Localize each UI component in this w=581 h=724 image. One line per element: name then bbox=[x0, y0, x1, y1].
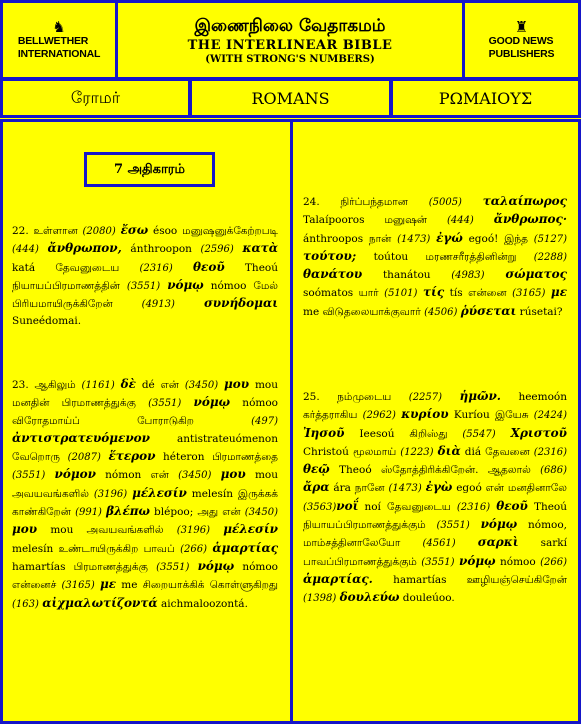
chapter-label bbox=[84, 152, 215, 187]
verse-text: me விடுதலையாக்குவார் bbox=[303, 305, 425, 318]
strongs-number: (163) bbox=[12, 598, 39, 610]
strongs-number: (497) bbox=[251, 415, 278, 427]
greek-word: νόμῳ bbox=[459, 553, 496, 568]
ram-icon: ♞ bbox=[52, 17, 66, 36]
verse-text: nómoo, மாம்சத்தினாலேயோ bbox=[303, 519, 568, 550]
verse-text: soómatos யார் bbox=[303, 287, 385, 300]
strongs-number: (4561) bbox=[422, 538, 456, 550]
greek-word: νοΐ bbox=[336, 498, 359, 513]
verse-text bbox=[45, 469, 54, 481]
greek-word: μέλεσίν bbox=[132, 485, 187, 500]
publishers-line: PUBLISHERS bbox=[488, 47, 555, 60]
verse-text: Christoú மூலமாய் bbox=[303, 445, 401, 458]
strongs-number: (2316) bbox=[533, 446, 567, 458]
strongs-number: (3551) bbox=[126, 280, 161, 292]
verse-text bbox=[189, 561, 197, 573]
verse-text: egoó! இந்த bbox=[462, 232, 534, 245]
strongs-number: (3196) bbox=[93, 488, 128, 500]
greek-word: μου bbox=[220, 467, 246, 482]
verse-text bbox=[442, 391, 459, 403]
greek-word: βλέπω bbox=[106, 504, 150, 519]
verse-text: ánthroopon bbox=[121, 243, 201, 256]
verse-text: hamartías பிரமாணத்துக்கு bbox=[12, 560, 157, 573]
strongs-number: (2316) bbox=[456, 501, 491, 513]
strongs-number: (1398) bbox=[303, 593, 337, 605]
greek-word: δουλεύω bbox=[339, 590, 400, 605]
verse-text: nómoo என்னைச் bbox=[12, 560, 279, 592]
bellwether-logo-text bbox=[18, 35, 100, 61]
verse-text: Theoó ஸ்தோத்திரிக்கிறேன். ஆதலால் bbox=[329, 464, 541, 477]
verse-text: ára நானே bbox=[329, 482, 389, 495]
verse-text: Kuríou இயேசு bbox=[448, 409, 534, 422]
verse-text: hamartías ஊழியஞ்செய்கிறேன் bbox=[372, 573, 567, 586]
verse-text: nómon என் bbox=[95, 469, 179, 482]
verse-text: rúsetai? bbox=[516, 305, 563, 318]
greek-word: θανάτου bbox=[303, 267, 363, 282]
greek-word: ἄρα bbox=[303, 480, 330, 495]
verse-text: nómoo விரோதமாய்ப் போராடுகிற bbox=[12, 397, 278, 427]
verse-text: Suneédomai. bbox=[12, 315, 82, 328]
verse-text: douleúoo. bbox=[399, 592, 455, 605]
book-name-greek bbox=[390, 78, 581, 118]
verse-text bbox=[474, 214, 494, 226]
strongs-number: (444) bbox=[12, 244, 39, 256]
greek-word: θεοῦ bbox=[193, 259, 225, 274]
verse-text bbox=[470, 519, 481, 531]
book-name-english bbox=[189, 78, 392, 118]
bellwether-line: BELLWETHER bbox=[17, 34, 89, 47]
strongs-number: (2288) bbox=[533, 251, 567, 263]
verse-text: nómoo மேல் பிரியமாயிருக்கிறேன் bbox=[12, 279, 279, 311]
verse-text: 25. நம்முடைய bbox=[303, 391, 409, 403]
strongs-number: (3165) bbox=[512, 288, 546, 300]
strongs-number: (3196) bbox=[176, 525, 211, 537]
verse-text bbox=[456, 537, 478, 549]
strongs-number: (3551) bbox=[148, 398, 182, 410]
greek-word: διὰ bbox=[437, 443, 461, 458]
greek-word: αἰχμαλωτίζοντά bbox=[42, 595, 158, 610]
greek-word: νόμῳ bbox=[480, 517, 518, 532]
greek-word: σώματος bbox=[505, 267, 567, 282]
strongs-number: (4913) bbox=[141, 299, 175, 311]
strongs-number: (2424) bbox=[533, 410, 567, 422]
verse-text: heemoón கர்த்தராகிய bbox=[303, 391, 568, 422]
verse-text: sarkí பாவப்பிரமாணத்துக்கும் bbox=[303, 537, 567, 568]
strongs-number: (5005) bbox=[428, 197, 462, 208]
strongs-number: (1161) bbox=[81, 380, 115, 391]
greek-word: ἀντιστρατευόμενον bbox=[12, 430, 151, 445]
verse-23 bbox=[12, 376, 278, 613]
verse-text: 22. உள்ளான bbox=[12, 225, 83, 237]
greek-word: θεῷ bbox=[303, 462, 330, 477]
strongs-number: (3563) bbox=[303, 501, 337, 513]
title-tamil: இணைநிலை வேதாகமம் bbox=[194, 15, 386, 36]
greek-word: νόμῳ bbox=[193, 395, 231, 410]
strongs-number: (2087) bbox=[67, 452, 101, 464]
greek-word: νόμον bbox=[54, 467, 96, 482]
verse-text bbox=[175, 298, 204, 310]
verse-text: Theoú நியாயப்பிரமாணத்தின் bbox=[12, 261, 278, 292]
greek-word: ἄνθρωπος· bbox=[493, 212, 567, 227]
greek-word: Ἰησοῦ bbox=[303, 425, 345, 440]
strongs-number: (2962) bbox=[362, 410, 396, 422]
strongs-number: (991) bbox=[75, 507, 102, 519]
verse-text: ánthroopos நான் bbox=[303, 232, 398, 245]
strongs-number: (1223) bbox=[400, 446, 434, 458]
verse-text bbox=[462, 196, 483, 208]
title-block bbox=[115, 0, 465, 80]
greek-word: τούτου; bbox=[303, 248, 357, 263]
verse-24 bbox=[303, 193, 567, 321]
strongs-number: (3551) bbox=[156, 561, 190, 573]
good-news-logo bbox=[462, 0, 581, 80]
verse-text bbox=[173, 262, 193, 274]
verse-text: 23. ஆகிலும் bbox=[12, 379, 82, 391]
book-greek-text: ΡΩΜΑΙΟΥΣ bbox=[438, 88, 533, 108]
strongs-number: (1473) bbox=[397, 233, 431, 245]
verse-text: mou அவயவங்களில் bbox=[12, 469, 279, 500]
verse-text: noí தேவனுடைய bbox=[358, 500, 457, 513]
good-news-logo-text bbox=[489, 35, 555, 61]
greek-word: νόμῳ bbox=[197, 558, 235, 573]
greek-word: δὲ bbox=[120, 377, 136, 391]
greek-word: με bbox=[550, 285, 567, 300]
verse-text: thanátou bbox=[362, 269, 452, 282]
verse-text: egoó என் மனதினாலே bbox=[452, 482, 567, 495]
greek-word: ἕτερον bbox=[108, 449, 156, 464]
strongs-number: (266) bbox=[540, 556, 567, 568]
greek-word: ἐγώ bbox=[436, 230, 463, 245]
strongs-number: (2080) bbox=[82, 226, 116, 237]
title-english: THE INTERLINEAR BIBLE bbox=[187, 37, 393, 53]
strongs-number: (3165) bbox=[61, 580, 95, 592]
greek-word: συνήδομαι bbox=[203, 296, 278, 311]
strongs-number: (5127) bbox=[533, 233, 567, 245]
greek-word: με bbox=[100, 577, 117, 592]
greek-word: ἁμαρτίας. bbox=[303, 571, 373, 586]
verse-text: me சிறையாக்கிக் கொள்ளுகிறது bbox=[116, 579, 278, 592]
greek-word: κυρίου bbox=[401, 407, 449, 422]
strongs-number: (2316) bbox=[139, 262, 173, 274]
strongs-number: (3450) bbox=[244, 507, 278, 519]
verse-text: toútou மரணசரீரத்தினின்று bbox=[356, 250, 534, 263]
subtitle: (WITH STRONG'S NUMBERS) bbox=[205, 53, 375, 65]
strongs-number: (3551) bbox=[421, 556, 455, 568]
tower-icon: ♜ bbox=[514, 17, 529, 36]
greek-word: μου bbox=[12, 522, 38, 537]
greek-word: Χριστοῦ bbox=[510, 425, 567, 440]
greek-word: θεοῦ bbox=[496, 498, 528, 513]
strongs-number: (2257) bbox=[408, 392, 443, 403]
strongs-number: (4506) bbox=[424, 306, 458, 318]
verse-text: Talaípooros மனுஷன் bbox=[303, 214, 447, 227]
verse-text: ésoo மனுஷனுக்கேற்றபடி bbox=[148, 225, 278, 237]
greek-word: ἔσω bbox=[120, 223, 149, 237]
verse-text: aichmaloozontá. bbox=[157, 597, 248, 610]
verse-text: mou அவயவங்களில் bbox=[37, 524, 177, 537]
strongs-number: (3551) bbox=[12, 470, 46, 482]
strongs-number: (266) bbox=[180, 543, 207, 555]
chapter-label-text: 7 அதிகாரம் bbox=[114, 161, 185, 177]
strongs-number: (1473) bbox=[388, 483, 422, 495]
strongs-number: (686) bbox=[540, 465, 567, 477]
verse-text: melesín உண்டாயிருக்கிற பாவப் bbox=[12, 542, 181, 555]
greek-word: μέλεσίν bbox=[223, 522, 279, 537]
strongs-number: (2596) bbox=[200, 244, 234, 256]
verse-text bbox=[496, 428, 511, 440]
verse-text: héteron பிரமாணத்தை bbox=[155, 451, 278, 464]
strongs-number: (3450) bbox=[184, 380, 219, 391]
good-news-line: GOOD NEWS bbox=[488, 34, 554, 47]
verse-text: mou மனதின் பிரமாணத்துக்கு bbox=[12, 379, 278, 410]
verse-text: nómoo bbox=[495, 555, 541, 568]
international-line: INTERNATIONAL bbox=[17, 47, 101, 60]
verse-text: katá தேவனுடைய bbox=[12, 261, 140, 274]
greek-word: μου bbox=[223, 377, 250, 391]
verse-22 bbox=[12, 222, 278, 331]
book-tamil-text: ரோமர் bbox=[70, 87, 121, 107]
verse-text bbox=[211, 469, 220, 481]
greek-word: ῥύσεται bbox=[460, 303, 517, 318]
greek-word: ἐγὼ bbox=[425, 480, 453, 495]
strongs-number: (3450) bbox=[178, 470, 212, 482]
greek-word: ἁμαρτίας bbox=[212, 540, 278, 555]
verse-text: tís என்னை bbox=[444, 287, 513, 300]
verse-25 bbox=[303, 388, 567, 608]
greek-word: ἄνθρωπον, bbox=[47, 241, 122, 256]
strongs-number: (5101) bbox=[384, 288, 418, 300]
strongs-number: (3551) bbox=[436, 520, 470, 532]
book-name-tamil bbox=[0, 78, 191, 118]
book-english-text: ROMANS bbox=[251, 88, 330, 108]
verse-text: 24. நிர்ப்பந்தமான bbox=[303, 196, 429, 208]
strongs-number: (4983) bbox=[451, 270, 485, 282]
verse-text bbox=[210, 524, 223, 536]
greek-word: σαρκὶ bbox=[477, 535, 519, 550]
verse-text bbox=[485, 269, 506, 281]
verse-text: Ieesoú கிறிஸ்து bbox=[344, 427, 463, 440]
greek-word: ταλαίπωρος bbox=[482, 194, 567, 208]
greek-word: κατὰ bbox=[242, 241, 278, 256]
verse-text: dé என் bbox=[135, 379, 185, 391]
bellwether-logo bbox=[0, 0, 118, 80]
greek-word: ἡμῶν. bbox=[459, 389, 501, 403]
greek-word: νόμῳ bbox=[167, 277, 204, 292]
strongs-number: (444) bbox=[446, 215, 474, 227]
verse-text bbox=[39, 243, 48, 255]
greek-word: τίς bbox=[422, 285, 445, 300]
verse-text bbox=[181, 397, 193, 409]
verse-text: Theoú நியாயப்பிரமாணத்துக்கும் bbox=[303, 500, 568, 532]
verse-text: blépoo; அது என் bbox=[149, 506, 245, 519]
verse-text: melesín இருக்கக் காண்கிறேன் bbox=[12, 487, 278, 519]
verse-text: antistrateuómenon வேறொரு bbox=[12, 432, 278, 464]
strongs-number: (5547) bbox=[462, 428, 496, 440]
verse-text: diá தேவனை bbox=[460, 445, 534, 458]
